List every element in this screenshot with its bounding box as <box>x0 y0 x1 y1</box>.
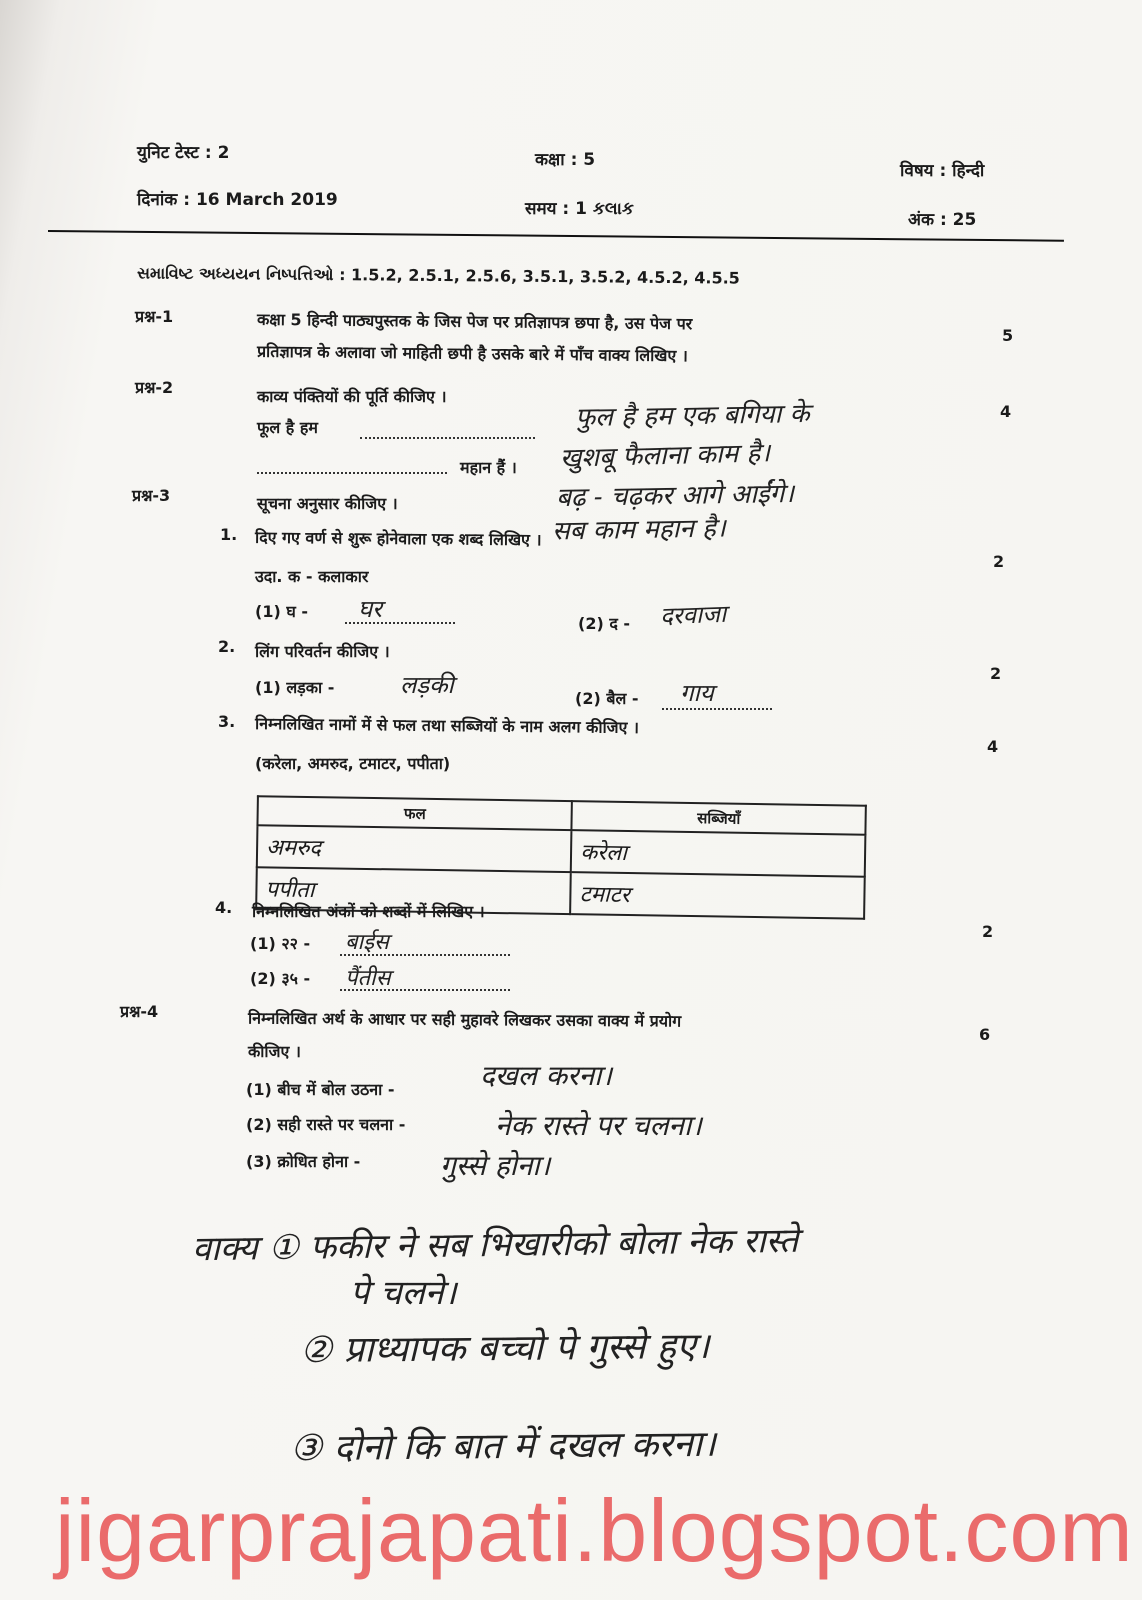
q3-s4-num: 4. <box>215 898 233 917</box>
watermark-url: jigarprajapati.blogspot.com <box>55 1481 1134 1580</box>
q3-s4-text: निम्नलिखित अंकों को शब्दों में लिखिए । <box>252 902 485 921</box>
table-cell: टमाटर <box>570 872 864 918</box>
q3-s3-list: (करेला, अमरुद, टमाटर, पपीता) <box>255 754 451 773</box>
q3-s1-b-answer: दरवाजा <box>659 599 727 631</box>
q2-hand-line1: फुल है हम एक बगिया के <box>574 398 810 434</box>
q3-s2-a: (1) लड़का - <box>255 678 335 697</box>
q3-s1-a: (1) घ - <box>255 602 308 621</box>
q4-b: (2) सही रास्ते पर चलना - <box>246 1115 406 1134</box>
q3-s1-marks: 2 <box>993 552 1005 571</box>
q2-line2: फूल है हम <box>257 418 318 437</box>
q4-a-answer: दखल करना। <box>480 1059 613 1092</box>
q3-s1-text: दिए गए वर्ण से शुरू होनेवाला एक शब्द लिखिए । <box>254 527 542 550</box>
q2-hand-line2: खुशबू फैलाना काम है। <box>559 438 771 474</box>
q2-hand-line3: बढ़ - चढ़कर आगे आईंगे। <box>555 478 795 514</box>
q3-s3-marks: 4 <box>987 737 999 756</box>
q2-label: प्रश्न-2 <box>135 378 174 397</box>
class-label: कक्षा : 5 <box>535 150 596 170</box>
q3-s2-text: लिंग परिवर्तन कीजिए । <box>255 642 390 661</box>
q2-hand-line4: सब काम महान है। <box>551 513 726 547</box>
q3-s4-b: (2) ३५ - <box>250 969 311 988</box>
table-cell: पपीता <box>256 867 571 914</box>
q4-b-answer: नेक रास्ते पर चलना। <box>495 1109 702 1142</box>
q1-line1: कक्षा 5 हिन्दी पाठ्यपुस्तक के जिस पेज पर प्रतिज्ञापत्र छपा है, उस पेज पर <box>256 309 693 334</box>
q4-line1: निम्नलिखित अर्थ के आधार पर सही मुहावरे लिखकर उसका वाक्य में प्रयोग <box>247 1008 682 1031</box>
q1-marks: 5 <box>1002 326 1014 345</box>
q3-label: प्रश्न-3 <box>132 486 171 505</box>
header-divider <box>48 230 1064 242</box>
q3-s4-marks: 2 <box>982 922 994 941</box>
col-vegetables: सब्जियाँ <box>572 801 866 835</box>
q3-s3-num: 3. <box>218 712 236 731</box>
q4-c: (3) क्रोधित होना - <box>246 1152 361 1171</box>
time-label: समय : 1 કલાક <box>525 199 634 219</box>
q3-s2-a-answer: लड़की <box>400 671 454 699</box>
q1-label: प्रश्न-1 <box>135 307 174 326</box>
q4-hand-sentence1-cont: पे चलने। <box>350 1273 457 1313</box>
q2-line3: महान हैं । <box>460 458 517 477</box>
q4-c-answer: गुस्से होना। <box>440 1149 551 1182</box>
col-fruits: फल <box>257 796 572 830</box>
q3-s1-num: 1. <box>220 525 238 544</box>
learning-outcomes: સમાવિષ્ટ અધ્યયન નિષ્પત્તિઓ : 1.5.2, 2.5.1, 2.5.6, 3.5.1, 3.5.2, 4.5.2, 4.5.5 <box>136 263 740 288</box>
q4-line2: कीजिए । <box>248 1042 301 1061</box>
q3-s1-a-answer: घर <box>358 595 382 623</box>
q3-s2-b: (2) बैल - <box>575 689 639 708</box>
q3-s4-b-answer: पैंतीस <box>345 966 391 991</box>
q4-marks: 6 <box>979 1025 991 1044</box>
q3-s1-example: उदा. क - कलाकार <box>255 567 369 586</box>
subject-label: विषय : हिन्दी <box>900 161 985 181</box>
marks-label: अंक : 25 <box>908 210 977 230</box>
q1-line2: प्रतिज्ञापत्र के अलावा जो माहिती छपी है उसके बारे में पाँच वाक्य लिखिए । <box>256 341 688 366</box>
q3-s2-b-blank <box>662 708 772 710</box>
q3-s4-a: (1) २२ - <box>250 934 311 953</box>
q3-s2-marks: 2 <box>990 664 1002 683</box>
q3-s1-b: (2) द - <box>578 614 631 633</box>
q3-s3-text: निम्नलिखित नामों में से फल तथा सब्जियों के नाम अलग कीजिए । <box>254 713 640 738</box>
unit-test-label: युनिट टेस्ट : 2 <box>137 143 230 163</box>
q2-line1: काव्य पंक्तियों की पूर्ति कीजिए । <box>257 387 447 406</box>
q2-blank2 <box>257 472 447 474</box>
q4-a: (1) बीच में बोल उठना - <box>246 1080 395 1099</box>
q4-label: प्रश्न-4 <box>120 1002 159 1021</box>
q3-s2-num: 2. <box>218 637 236 656</box>
q3-title: सूचना अनुसार कीजिए । <box>257 494 398 513</box>
q3-s2-b-answer: गाय <box>680 679 714 707</box>
q2-marks: 4 <box>1000 402 1012 421</box>
q4-hand-sentence2: ② प्राध्यापक बच्चो पे गुस्से हुए। <box>299 1325 710 1372</box>
table-cell: करेला <box>571 830 865 876</box>
q2-blank1 <box>360 437 535 439</box>
q4-hand-sentence3: ③ दोनो कि बात में दखल करना। <box>289 1423 717 1470</box>
q3-s4-a-answer: बाईस <box>345 930 389 955</box>
q4-hand-sentence1: वाक्य ① फकीर ने सब भिखारीको बोला नेक रास्ते <box>191 1220 799 1270</box>
table-cell: अमरुद <box>257 826 572 873</box>
date-label: दिनांक : 16 March 2019 <box>137 190 338 210</box>
